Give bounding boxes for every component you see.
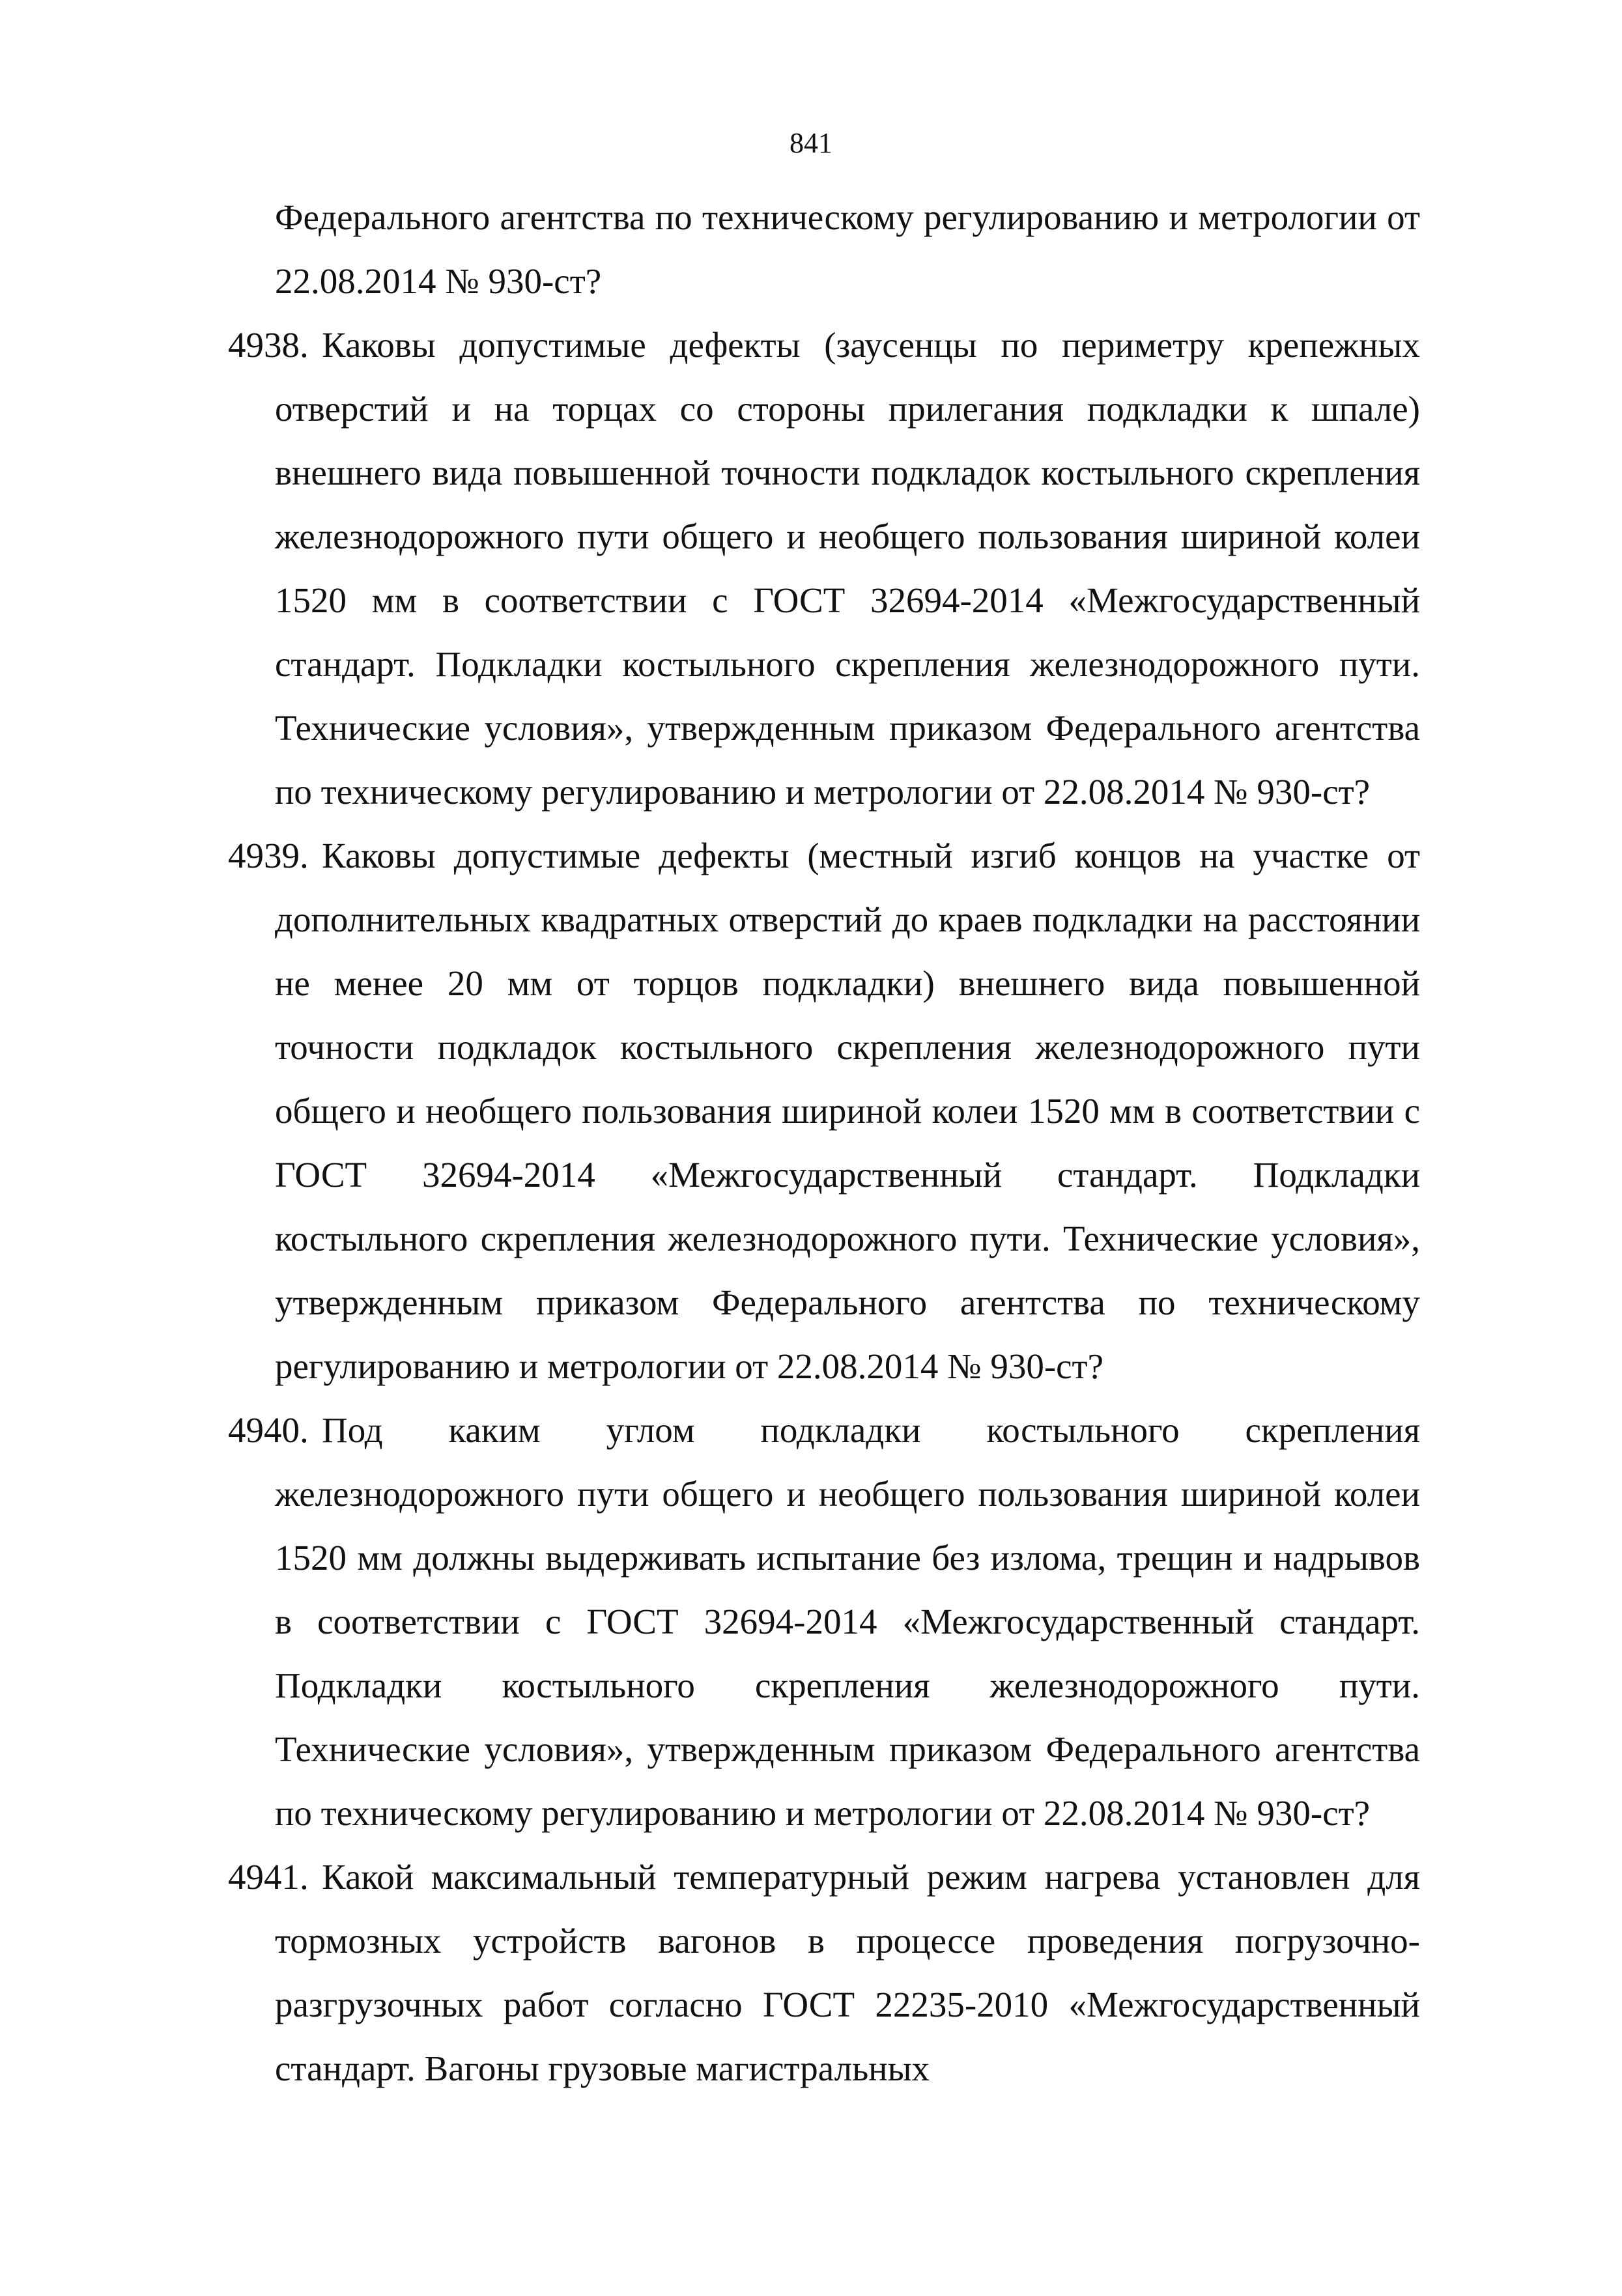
question-text: Какой максимальный температурный режим нагрева установлен для тормозных устройств вагонов в процессе проведения погрузочно-разгрузочных работ согласно ГОСТ 22235-2010 «Межгосударственный стандарт. Вагоны грузовые магистральных — [275, 1857, 1420, 2088]
question-number: 4938. — [228, 325, 309, 365]
question-item — [228, 1398, 1420, 1845]
question-text: Каковы допустимые дефекты (местный изгиб концов на участке от дополнительных квадратных отверстий до краев подкладки на расстоянии не менее 20 мм от торцов подкладки) внешнего вида повышенной точности подкладок костыльного скрепления железнодорожного пути общего и необщего пользования шириной колеи 1520 мм в соответствии с ГОСТ 32694-2014 «Межгосударственный стандарт. Подкладки костыльного скрепления железнодорожного пути. Технические условия», утвержденным приказом Федерального агентства по техническому регулированию и метрологии от 22.08.2014 № 930-ст? — [275, 836, 1420, 1386]
question-item — [228, 1845, 1420, 2101]
question-text: Под каким углом подкладки костыльного скрепления железнодорожного пути общего и необщего пользования шириной колеи 1520 мм должны выдерживать испытание без излома, трещин и надрывов в соответствии с ГОСТ 32694-2014 «Межгосударственный стандарт. Подкладки костыльного скрепления железнодорожного пути. Технические условия», утвержденным приказом Федерального агентства по техническому регулированию и метрологии от 22.08.2014 № 930-ст? — [275, 1410, 1420, 1833]
question-item — [228, 313, 1420, 824]
page-number: 841 — [790, 127, 832, 159]
question-number: 4940. — [228, 1410, 309, 1450]
question-text: Каковы допустимые дефекты (заусенцы по периметру крепежных отверстий и на торцах со стороны прилегания подкладки к шпале) внешнего вида повышенной точности подкладок костыльного скрепления железнодорожного пути общего и необщего пользования шириной колеи 1520 мм в соответствии с ГОСТ 32694-2014 «Межгосударственный стандарт. Подкладки костыльного скрепления железнодорожного пути. Технические условия», утвержденным приказом Федерального агентства по техническому регулированию и метрологии от 22.08.2014 № 930-ст? — [275, 325, 1420, 812]
question-item — [228, 824, 1420, 1398]
question-number: 4941. — [228, 1857, 309, 1897]
page-content — [228, 186, 1420, 2101]
continuation-paragraph: Федерального агентства по техническому регулированию и метрологии от 22.08.2014 № 930-ст? — [275, 197, 1420, 301]
question-number: 4939. — [228, 836, 309, 875]
